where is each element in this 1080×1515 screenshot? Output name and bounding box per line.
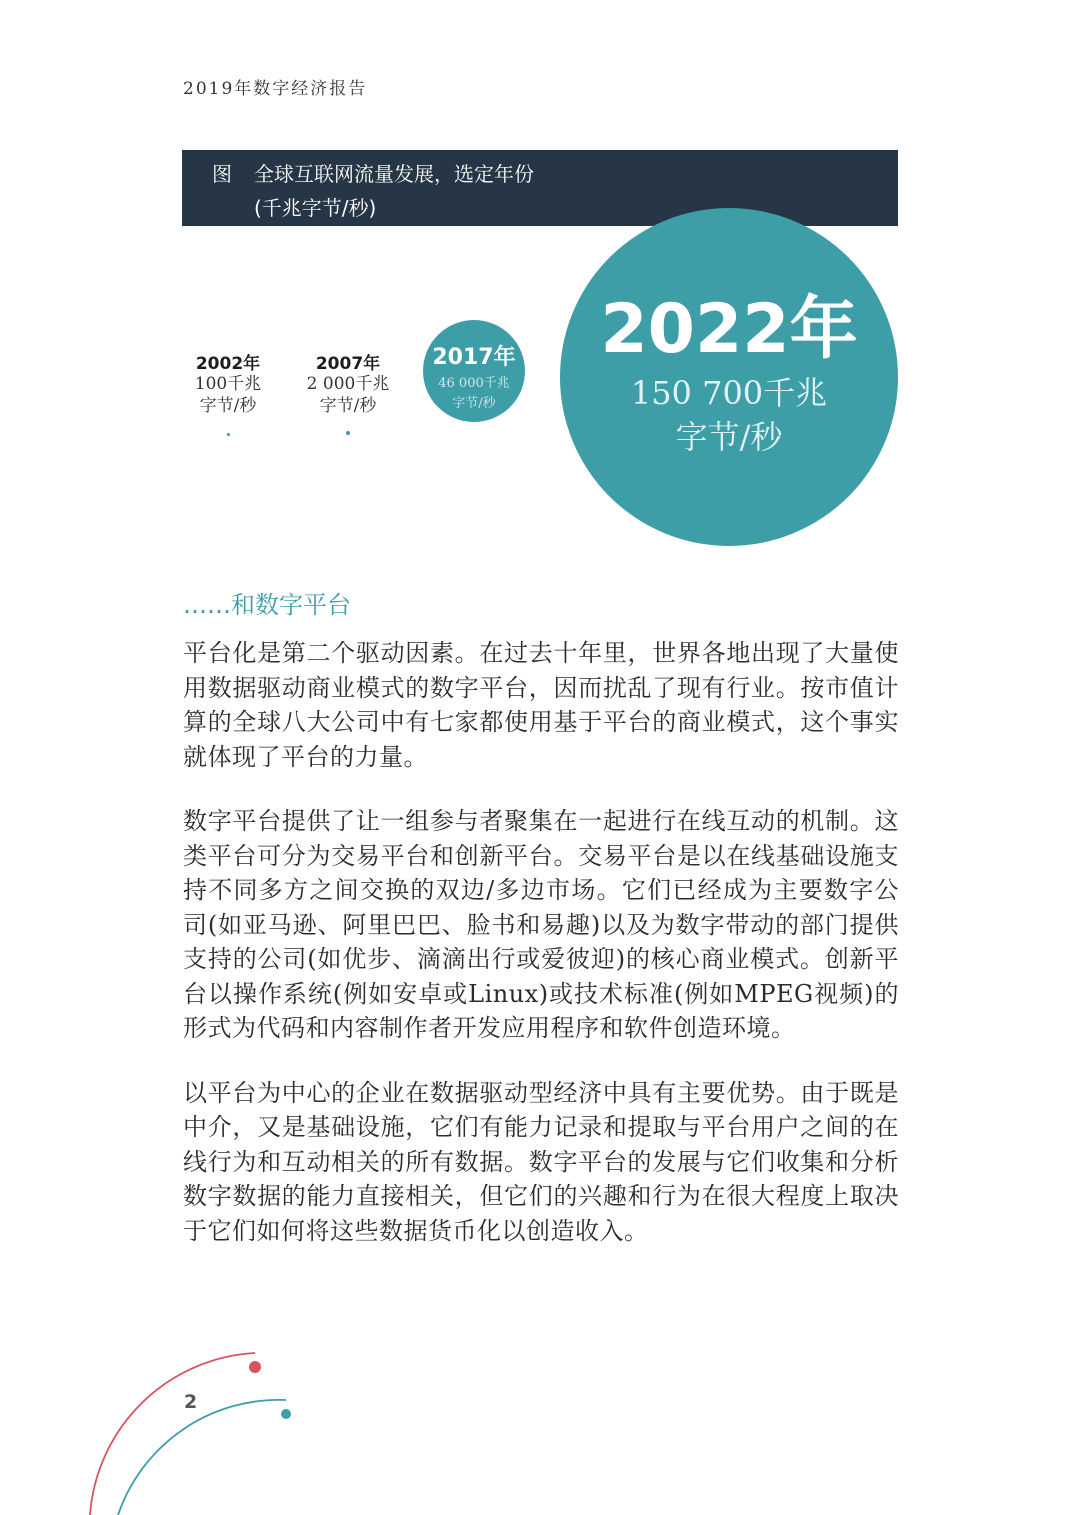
body-text: [183, 636, 899, 1278]
paragraph-3: 以平台为中心的企业在数据驱动型经济中具有主要优势。由于既是中介，又是基础设施，它们有能力记录和提取与平台用户之间的在线行为和互动相关的所有数据。数字平台的发展与它们收集和分析数字数据的能力直接相关，但它们的兴趣和行为在很大程度上取决于它们如何将这些数据货币化以创造收入。: [183, 1078, 899, 1245]
figure-title-banner: [182, 150, 898, 226]
section-title: ……和数字平台: [183, 591, 351, 619]
value-2007-line1: 2 000千兆: [306, 374, 390, 394]
red-arc: [90, 1353, 255, 1515]
paragraph-2: 数字平台提供了让一组参与者聚集在一起进行在线互动的机制。这类平台可分为交易平台和创新平台。交易平台是以在线基础设施支持不同多方之间交换的双边/多边市场。它们已经成为主要数字公司(如亚马逊、阿里巴巴、脸书和易趣)以及为数字带动的部门提供支持的公司(如优步、滴滴出行或爱彼迎)的核心商业模式。创新平台以操作系统(例如安卓或Linux)或技术标准(例如MPEG视频)的形式为代码和内容制作者开发应用程序和软件创造环境。: [183, 807, 899, 1042]
value-2007-line2: 字节/秒: [319, 396, 377, 416]
value-2022-line2: 字节/秒: [675, 418, 783, 456]
figure-unit: (千兆字节/秒): [254, 196, 377, 220]
year-2017-label: 2017年: [432, 345, 516, 370]
marker-2007: [346, 431, 350, 435]
paragraph-1: 平台化是第二个驱动因素。在过去十年里，世界各地出现了大量使用数据驱动商业模式的数字平台，因而扰乱了现有行业。按市值计算的全球八大公司中有七家都使用基于平台的商业模式，这个事实就体现了平台的力量。: [183, 639, 899, 771]
marker-2002: [227, 433, 230, 436]
year-2007-label: 2007年: [315, 354, 381, 374]
value-2017-line2: 字节/秒: [452, 396, 496, 411]
teal-arc-end-dot: [281, 1409, 291, 1419]
page-number: 2: [184, 1391, 198, 1413]
year-2022-label: 2022年: [600, 290, 858, 369]
value-2022-line1: 150 700千兆: [630, 374, 828, 412]
figure-prefix: 图: [212, 162, 232, 186]
red-arc-end-dot: [249, 1361, 261, 1373]
value-2002-line2: 字节/秒: [199, 396, 257, 416]
value-2002-line1: 100千兆: [194, 374, 262, 394]
figure-title: 全球互联网流量发展，选定年份: [254, 162, 534, 186]
value-2017-line1: 46 000千兆: [438, 376, 510, 391]
teal-arc: [118, 1400, 286, 1515]
circle-2017: [423, 320, 525, 422]
decorative-arcs: [0, 1330, 320, 1515]
year-2002-label: 2002年: [195, 354, 261, 374]
circle-2022: [560, 208, 898, 546]
running-header: 2019年数字经济报告: [183, 79, 368, 99]
